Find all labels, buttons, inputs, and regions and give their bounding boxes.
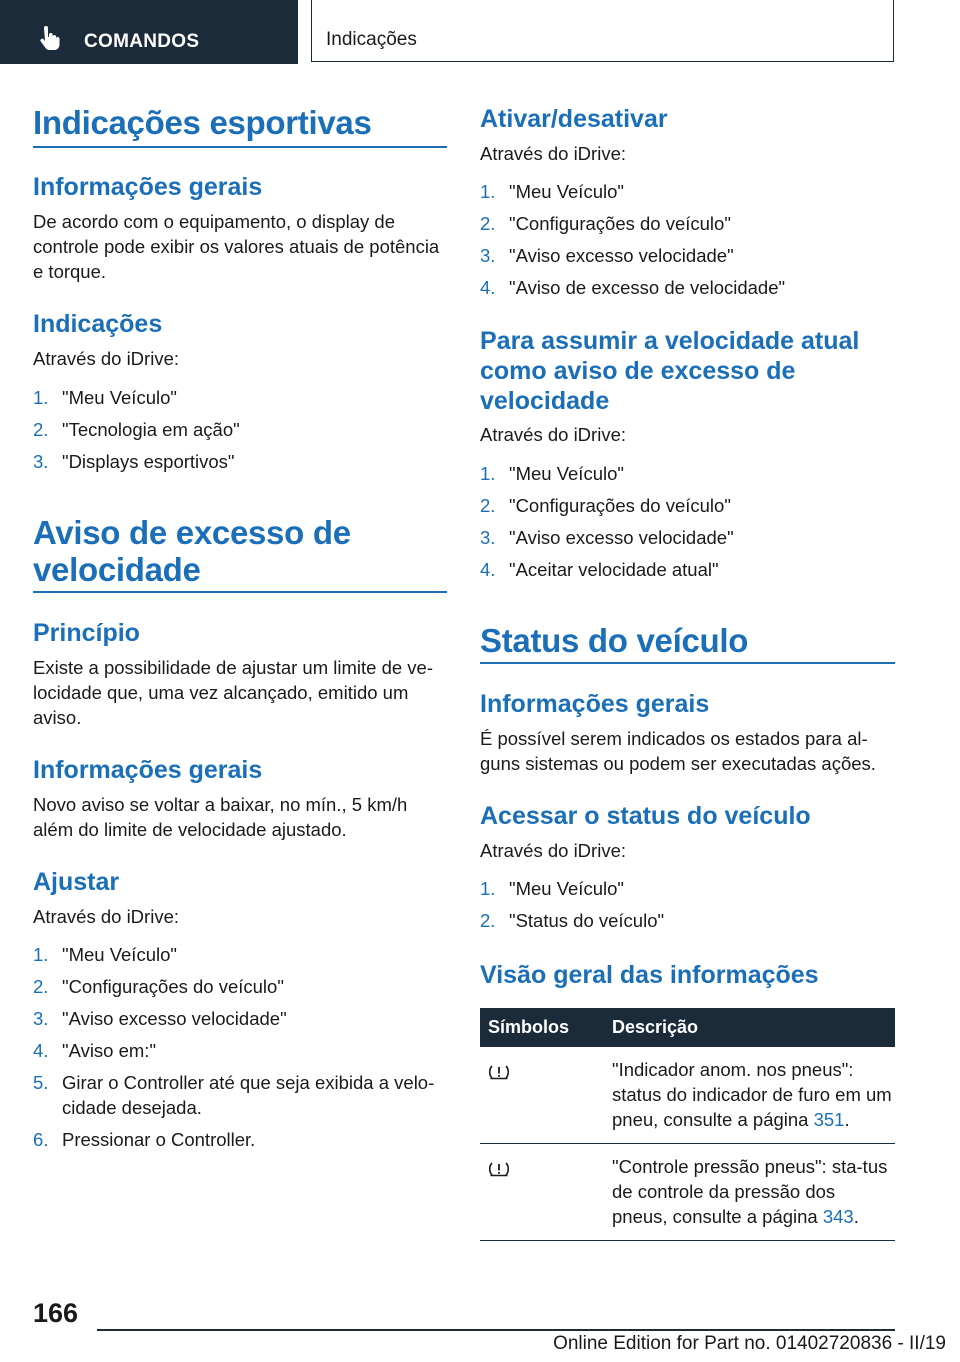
step-text: Pressionar o Controller. xyxy=(62,1129,256,1150)
heading-activate: Ativar/desativar xyxy=(480,105,668,133)
step-number: 1. xyxy=(33,387,49,408)
list-item xyxy=(33,449,447,474)
step-number: 2. xyxy=(480,495,496,516)
list-item xyxy=(33,1038,447,1063)
description-end: . xyxy=(853,1206,859,1227)
list-item xyxy=(480,908,895,933)
step-text: "Displays esportivos" xyxy=(62,451,235,472)
general-info-text: De acordo com o equipamento, o display de controle pode exibir os valores atuais de potência e torque. xyxy=(33,211,440,282)
step-text: "Meu Veículo" xyxy=(509,878,624,899)
step-number: 1. xyxy=(480,878,496,899)
step-text: "Meu Veículo" xyxy=(509,463,624,484)
tire-pressure-warning-icon xyxy=(488,1064,510,1080)
step-number: 1. xyxy=(480,181,496,202)
symbol-cell xyxy=(480,1047,606,1144)
step-text: "Aceitar velocidade atual" xyxy=(509,559,719,580)
list-item xyxy=(480,876,895,901)
footer-rule xyxy=(97,1329,895,1331)
step-number: 2. xyxy=(33,419,49,440)
heading-principle: Princípio xyxy=(33,619,140,647)
adjust-steps xyxy=(33,942,447,1159)
step-text: "Configurações do veículo" xyxy=(509,213,731,234)
step-text: "Meu Veículo" xyxy=(509,181,624,202)
heading-speed-warning-line1: Aviso de excesso de xyxy=(33,514,351,551)
list-item xyxy=(33,385,447,410)
access-status-steps xyxy=(480,876,895,940)
tire-pressure-warning-icon xyxy=(488,1161,510,1177)
list-item xyxy=(480,211,895,236)
heading-access-status: Acessar o status do veículo xyxy=(480,802,811,830)
general-info-2-text: Novo aviso se voltar a baixar, no mín., 5 km/h além do limite de velocidade ajustado. xyxy=(33,794,408,840)
activate-steps xyxy=(480,179,895,307)
step-number: 4. xyxy=(33,1040,49,1061)
step-text: "Configurações do veículo" xyxy=(62,976,284,997)
column-header-description: Descrição xyxy=(606,1008,895,1047)
adopt-speed-steps xyxy=(480,461,895,589)
heading-general-info-3: Informações gerais xyxy=(480,690,710,718)
step-number: 2. xyxy=(480,910,496,931)
step-number: 6. xyxy=(33,1129,49,1150)
symbols-table xyxy=(480,1008,895,1241)
heading-speed-warning-line2: velocidade xyxy=(33,551,201,588)
heading-sport-displays: Indicações esportivas xyxy=(33,104,372,141)
step-text: "Aviso excesso velocidade" xyxy=(62,1008,287,1029)
step-number: 4. xyxy=(480,277,496,298)
description-text: "Controle pressão pneus": sta-tus de controle da pressão dos pneus, consulte a página xyxy=(612,1156,888,1227)
list-item xyxy=(33,1127,447,1152)
step-number: 3. xyxy=(33,451,49,472)
heading-indications: Indicações xyxy=(33,310,163,338)
hand-pointer-icon xyxy=(38,26,60,50)
list-item xyxy=(33,1070,447,1120)
indications-intro: Através do iDrive: xyxy=(33,348,179,369)
step-text: "Aviso excesso velocidade" xyxy=(509,245,734,266)
symbol-cell xyxy=(480,1144,606,1241)
page-number: 166 xyxy=(33,1298,79,1328)
step-text: "Aviso em:" xyxy=(62,1040,157,1061)
principle-text: Existe a possibilidade de ajustar um limite de ve-locidade que, uma vez alcançado, emitido um aviso. xyxy=(33,657,433,728)
heading-rule xyxy=(33,591,447,593)
step-text: "Aviso excesso velocidade" xyxy=(509,527,734,548)
list-item xyxy=(33,1006,447,1031)
heading-general-info: Informações gerais xyxy=(33,173,263,201)
indications-steps xyxy=(33,385,447,481)
general-info-3-text: É possível serem indicados os estados para al-guns sistemas ou podem ser executadas ações. xyxy=(480,728,876,774)
step-text: "Tecnologia em ação" xyxy=(62,419,240,440)
step-text: "Meu Veículo" xyxy=(62,944,177,965)
table-row xyxy=(480,1047,895,1144)
step-text: "Aviso de excesso de velocidade" xyxy=(509,277,786,298)
chapter-tab xyxy=(0,0,298,64)
step-number: 4. xyxy=(480,559,496,580)
chapter-label: COMANDOS xyxy=(84,31,200,52)
description-cell xyxy=(606,1047,895,1144)
page-link[interactable]: 351 xyxy=(813,1109,845,1130)
list-item xyxy=(480,461,895,486)
step-number: 2. xyxy=(480,213,496,234)
step-number: 1. xyxy=(480,463,496,484)
description-end: . xyxy=(844,1109,850,1130)
list-item xyxy=(33,942,447,967)
list-item xyxy=(480,275,895,300)
list-item xyxy=(33,974,447,999)
list-item xyxy=(33,417,447,442)
step-number: 5. xyxy=(33,1072,49,1093)
column-header-symbols: Símbolos xyxy=(480,1008,606,1047)
list-item xyxy=(480,243,895,268)
list-item xyxy=(480,493,895,518)
heading-adopt-speed: Para assumir a velocidade atual como aviso de excesso de velocidade xyxy=(480,327,860,415)
page-link[interactable]: 343 xyxy=(822,1206,854,1227)
step-text: "Meu Veículo" xyxy=(62,387,177,408)
heading-rule xyxy=(33,146,447,148)
list-item xyxy=(480,557,895,582)
section-header xyxy=(311,0,894,62)
step-number: 3. xyxy=(480,245,496,266)
step-text: "Configurações do veículo" xyxy=(509,495,731,516)
step-number: 2. xyxy=(33,976,49,997)
heading-adjust: Ajustar xyxy=(33,868,120,896)
heading-rule xyxy=(480,662,895,664)
step-text: "Status do veículo" xyxy=(509,910,665,931)
table-row xyxy=(480,1144,895,1241)
heading-general-info-2: Informações gerais xyxy=(33,756,263,784)
list-item xyxy=(480,179,895,204)
heading-vehicle-status: Status do veículo xyxy=(480,622,749,659)
heading-speed-warning xyxy=(33,514,447,588)
step-number: 3. xyxy=(33,1008,49,1029)
heading-info-overview: Visão geral das informações xyxy=(480,961,819,989)
step-text: Girar o Controller até que seja exibida a velo-cidade desejada. xyxy=(62,1072,435,1118)
step-number: 3. xyxy=(480,527,496,548)
table-header-row xyxy=(480,1008,895,1047)
step-number: 1. xyxy=(33,944,49,965)
list-item xyxy=(480,525,895,550)
adopt-speed-intro: Através do iDrive: xyxy=(480,424,626,445)
section-label: Indicações xyxy=(326,29,417,50)
adjust-intro: Através do iDrive: xyxy=(33,906,179,927)
description-text: "Indicador anom. nos pneus": status do indicador de furo em um pneu, consulte a página xyxy=(612,1059,892,1130)
access-status-intro: Através do iDrive: xyxy=(480,840,626,861)
edition-text: Online Edition for Part no. 01402720836 - II/19 xyxy=(553,1333,946,1354)
description-cell xyxy=(606,1144,895,1241)
activate-intro: Através do iDrive: xyxy=(480,143,626,164)
